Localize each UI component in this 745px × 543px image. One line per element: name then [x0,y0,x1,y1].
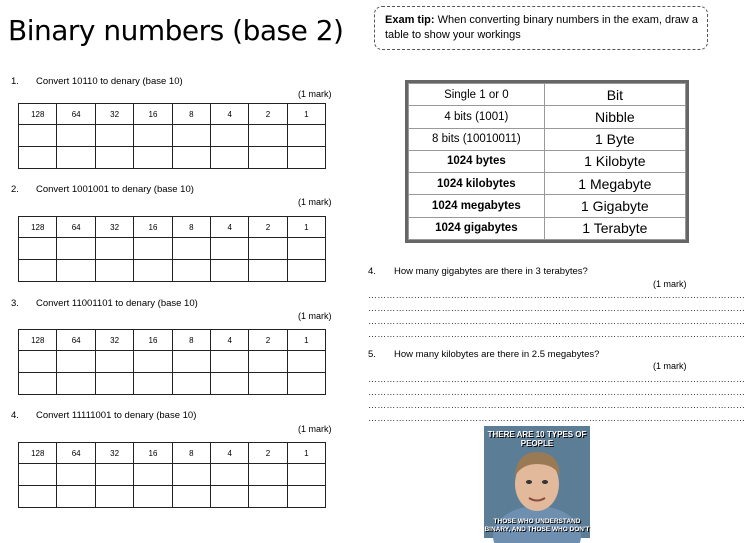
question-number: 1. [11,76,19,87]
question-text: Convert 10110 to denary (base 10) [36,76,183,87]
binary-table-2 [18,216,326,282]
units-row: 1024 megabytes 1 Gigabyte [409,195,686,217]
answer-row [19,147,326,169]
page-title: Binary numbers (base 2) [8,14,344,47]
units-row: 1024 bytes 1 Kilobyte [409,150,686,172]
place-value-row: 128 64 32 16 8 4 2 1 [19,330,326,351]
answer-line[interactable]: …………………………………………………………………………………………………………… [368,374,745,384]
question-number: 4. [368,266,376,277]
exam-tip-label: Exam tip: [385,14,435,26]
mark-label: (1 mark) [653,279,687,289]
question-1 [11,76,19,87]
question-number: 4. [11,410,19,421]
answer-line[interactable]: …………………………………………………………………………………………………………… [368,329,745,339]
binary-table-3 [18,329,326,395]
answer-line[interactable]: …………………………………………………………………………………………………………… [368,290,745,300]
answer-row [19,238,326,260]
mark-label: (1 mark) [298,197,332,207]
units-row: Single 1 or 0 Bit [409,84,686,106]
question-number: 5. [368,349,376,360]
mark-label: (1 mark) [653,361,687,371]
answer-row [19,351,326,373]
units-row: 8 bits (10010011) 1 Byte [409,128,686,150]
answer-row [19,464,326,486]
answer-row [19,373,326,395]
units-row: 4 bits (1001) Nibble [409,106,686,128]
data-units-table [405,80,689,243]
answer-line[interactable]: …………………………………………………………………………………………………………… [368,316,745,326]
meme-bottom-text: THOSE WHO UNDERSTAND BINARY, AND THOSE WHO DON'T [484,518,590,533]
question-number: 2. [11,184,19,195]
place-value-row: 128 64 32 16 8 4 2 1 [19,104,326,125]
units-row: 1024 gigabytes 1 Terabyte [409,217,686,239]
exam-tip-box [374,6,708,50]
mark-label: (1 mark) [298,89,332,99]
answer-row [19,486,326,508]
exam-tip-text: When converting binary numbers in the exam, draw a table to show your workings [385,14,699,41]
place-value-row: 128 64 32 16 8 4 2 1 [19,443,326,464]
question-text: Convert 11111001 to denary (base 10) [36,410,197,421]
units-row: 1024 kilobytes 1 Megabyte [409,173,686,195]
place-value-row: 128 64 32 16 8 4 2 1 [19,217,326,238]
binary-meme-image [484,426,590,538]
answer-line[interactable]: …………………………………………………………………………………………………………… [368,387,745,397]
answer-row [19,260,326,282]
answer-row [19,125,326,147]
mark-label: (1 mark) [298,311,332,321]
question-text: Convert 11001101 to denary (base 10) [36,298,198,309]
question-text: How many gigabytes are there in 3 terabytes? [394,266,588,277]
meme-top-text: THERE ARE 10 TYPES OF PEOPLE [487,430,587,448]
answer-line[interactable]: …………………………………………………………………………………………………………… [368,303,745,313]
question-text: How many kilobytes are there in 2.5 megabytes? [394,349,600,360]
binary-table-1 [18,103,326,169]
question-text: Convert 1001001 to denary (base 10) [36,184,194,195]
answer-line[interactable]: …………………………………………………………………………………………………………… [368,400,745,410]
answer-line[interactable]: …………………………………………………………………………………………………………… [368,413,745,423]
question-number: 3. [11,298,19,309]
mark-label: (1 mark) [298,424,332,434]
binary-table-4 [18,442,326,508]
